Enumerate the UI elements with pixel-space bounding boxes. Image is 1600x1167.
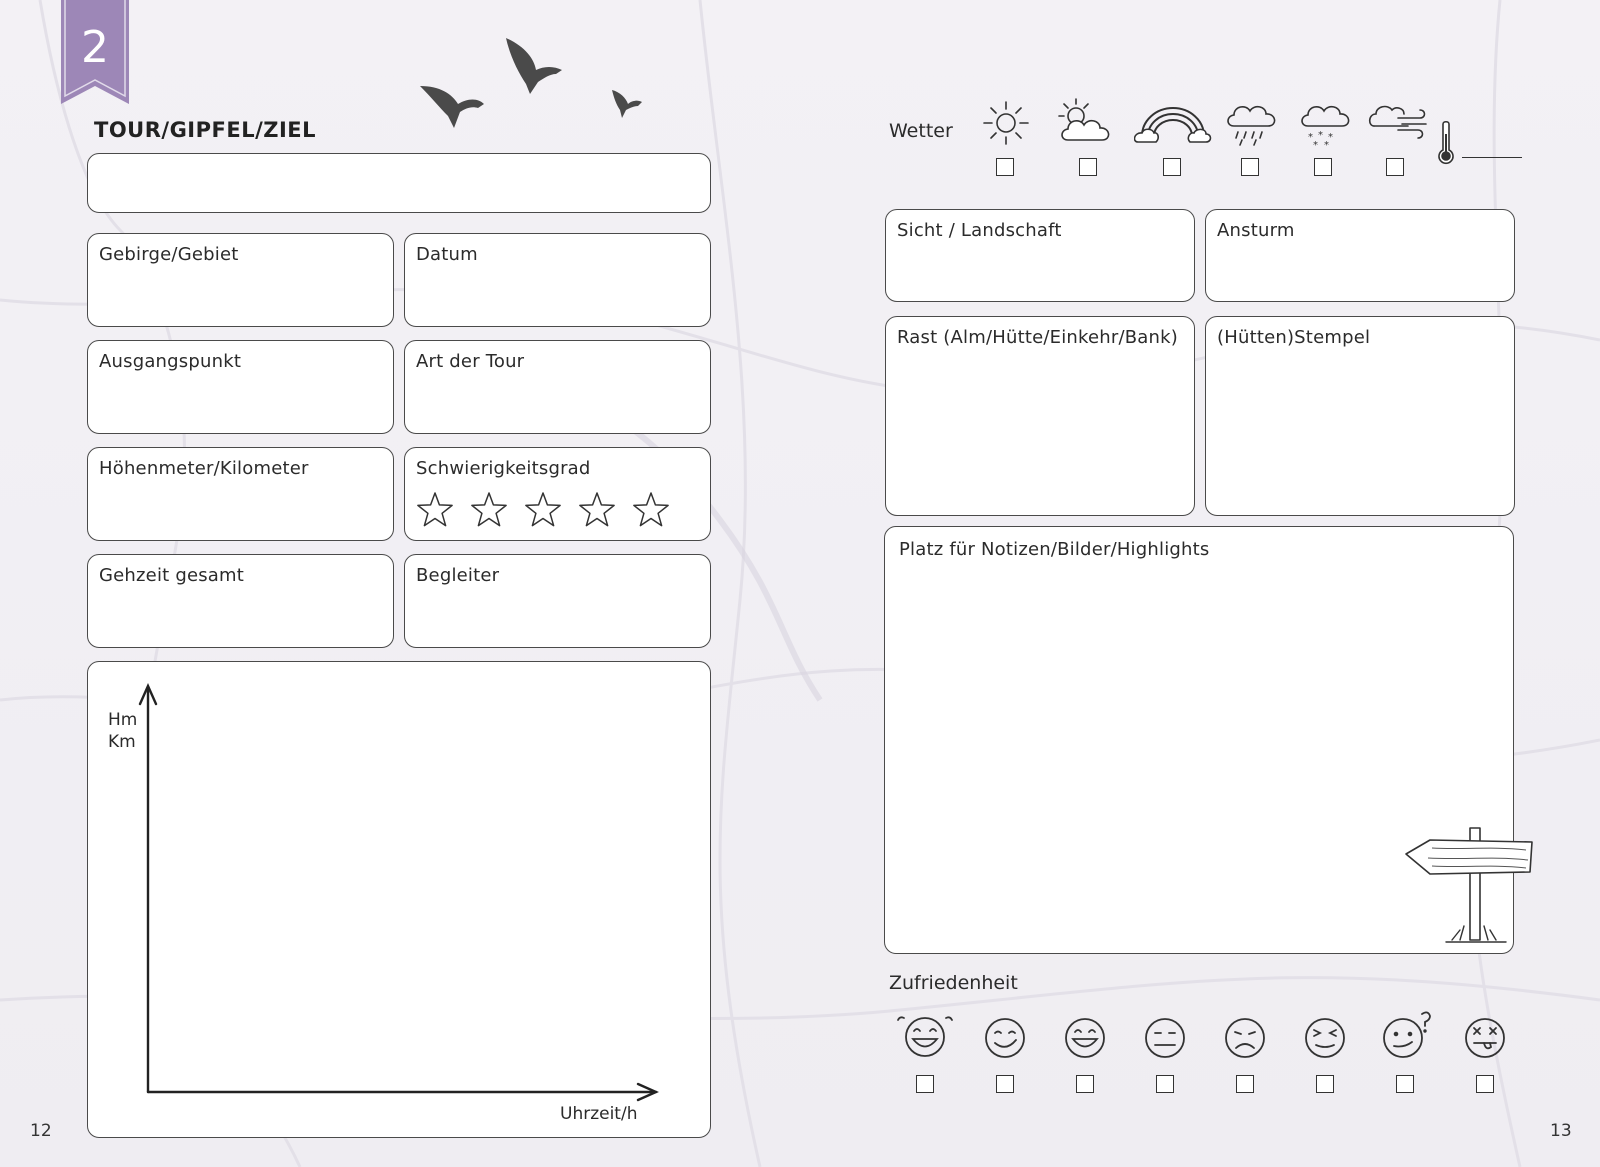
graph-x-label: Uhrzeit/h xyxy=(560,1104,638,1124)
difficulty-star-5[interactable] xyxy=(631,490,671,530)
squint-face-icon xyxy=(1300,1014,1350,1060)
weather-label: Wetter xyxy=(889,120,953,142)
gehzeit-label: Gehzeit gesamt xyxy=(99,565,245,586)
tour-name-field[interactable] xyxy=(87,153,711,213)
difficulty-star-4[interactable] xyxy=(577,490,617,530)
schwierigkeit-label: Schwierigkeitsgrad xyxy=(416,458,591,479)
neutral-face-icon xyxy=(1140,1014,1190,1060)
stempel-label: (Hütten)Stempel xyxy=(1217,327,1371,348)
weather-checkbox-rain[interactable] xyxy=(1241,158,1259,176)
stempel-field[interactable] xyxy=(1205,316,1515,516)
notizen-label: Platz für Notizen/Bilder/Highlights xyxy=(899,539,1210,560)
sad-face-icon xyxy=(1220,1014,1270,1060)
svg-text:*: * xyxy=(1328,132,1333,143)
wind-icon xyxy=(1368,100,1432,142)
difficulty-star-2[interactable] xyxy=(469,490,509,530)
art-der-tour-label: Art der Tour xyxy=(416,351,525,372)
weather-checkbox-sun[interactable] xyxy=(996,158,1014,176)
satisfaction-checkbox-2[interactable] xyxy=(996,1075,1014,1093)
ansturm-field[interactable] xyxy=(1205,209,1515,302)
elevation-graph-field[interactable] xyxy=(87,661,711,1138)
satisfaction-checkbox-7[interactable] xyxy=(1396,1075,1414,1093)
satisfaction-checkbox-6[interactable] xyxy=(1316,1075,1334,1093)
weather-checkbox-sun-cloud[interactable] xyxy=(1079,158,1097,176)
sun-icon xyxy=(978,98,1034,148)
confused-face-icon xyxy=(1378,1008,1436,1060)
weather-checkbox-snow[interactable] xyxy=(1314,158,1332,176)
signpost-icon xyxy=(1402,826,1536,946)
dizzy-face-icon xyxy=(1460,1014,1510,1060)
rast-label: Rast (Alm/Hütte/Einkehr/Bank) xyxy=(897,327,1178,348)
snow-cloud-icon xyxy=(1296,98,1352,150)
difficulty-stars xyxy=(415,490,695,534)
gebirge-label: Gebirge/Gebiet xyxy=(99,244,239,265)
svg-text:*: * xyxy=(1313,140,1318,150)
sicht-label: Sicht / Landschaft xyxy=(897,220,1062,241)
thermometer-icon xyxy=(1436,120,1456,166)
temperature-line[interactable] xyxy=(1462,157,1522,158)
datum-field[interactable] xyxy=(404,233,711,327)
art-der-tour-field[interactable] xyxy=(404,340,711,434)
satisfaction-label: Zufriedenheit xyxy=(889,972,1018,994)
satisfaction-checkbox-8[interactable] xyxy=(1476,1075,1494,1093)
satisfaction-checkbox-4[interactable] xyxy=(1156,1075,1174,1093)
page-number-right: 13 xyxy=(1550,1121,1572,1141)
smirk-face-icon xyxy=(980,1014,1030,1060)
rast-field[interactable] xyxy=(885,316,1195,516)
rain-cloud-icon xyxy=(1222,98,1278,148)
sicht-field[interactable] xyxy=(885,209,1195,302)
satisfaction-checkbox-1[interactable] xyxy=(916,1075,934,1093)
hoehenmeter-label: Höhenmeter/Kilometer xyxy=(99,458,309,479)
ansturm-label: Ansturm xyxy=(1217,220,1295,241)
svg-text:*: * xyxy=(1308,132,1313,143)
graph-y-label-km: Km xyxy=(108,732,136,752)
ausgangspunkt-field[interactable] xyxy=(87,340,394,434)
birds-icon xyxy=(420,38,650,133)
graph-y-label-hm: Hm xyxy=(108,710,138,730)
datum-label: Datum xyxy=(416,244,478,265)
satisfaction-checkbox-3[interactable] xyxy=(1076,1075,1094,1093)
hoehenmeter-field[interactable] xyxy=(87,447,394,541)
graph-axes xyxy=(88,662,712,1139)
ribbon-number: 2 xyxy=(81,22,109,73)
begleiter-label: Begleiter xyxy=(416,565,500,586)
grin-face-icon xyxy=(1060,1014,1110,1060)
difficulty-star-3[interactable] xyxy=(523,490,563,530)
schwierigkeit-field xyxy=(404,447,711,541)
rainbow-icon xyxy=(1134,98,1212,148)
page-number-left: 12 xyxy=(30,1121,52,1141)
difficulty-star-1[interactable] xyxy=(415,490,455,530)
weather-checkbox-rainbow[interactable] xyxy=(1163,158,1181,176)
laughing-face-icon xyxy=(894,1012,956,1060)
ausgangspunkt-label: Ausgangspunkt xyxy=(99,351,242,372)
satisfaction-checkbox-5[interactable] xyxy=(1236,1075,1254,1093)
svg-text:*: * xyxy=(1324,140,1329,150)
weather-checkbox-wind[interactable] xyxy=(1386,158,1404,176)
gehzeit-field[interactable] xyxy=(87,554,394,648)
begleiter-field[interactable] xyxy=(404,554,711,648)
svg-text:*: * xyxy=(1318,130,1323,141)
page-title: TOUR/GIPFEL/ZIEL xyxy=(94,118,317,142)
sun-cloud-icon xyxy=(1054,96,1116,150)
gebirge-field[interactable] xyxy=(87,233,394,327)
